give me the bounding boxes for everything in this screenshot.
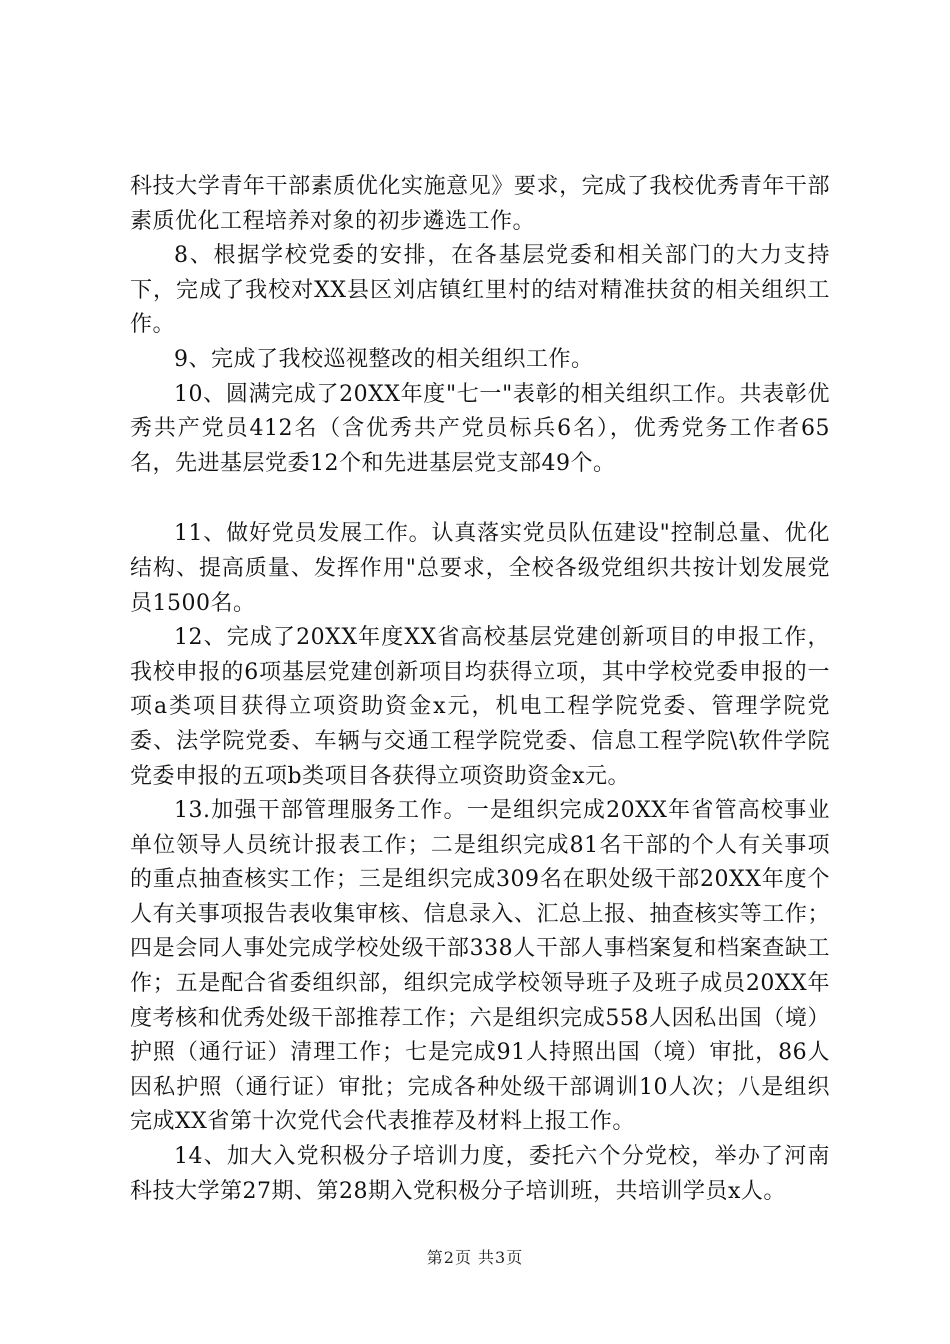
- paragraph-item-8: 8、根据学校党委的安排，在各基层党委和相关部门的大力支持下，完成了我校对XX县区刘店镇红里村的结对精准扶贫的相关组织工作。: [130, 243, 830, 338]
- document-body: [130, 170, 830, 1209]
- page-number-footer: 第2页 共3页: [426, 1248, 524, 1267]
- paragraph-continuation: 科技大学青年干部素质优化实施意见》要求，完成了我校优秀青年干部素质优化工程培养对象的初步遴选工作。: [130, 174, 830, 234]
- paragraph-item-13: 13.加强干部管理服务工作。一是组织完成20XX年省管高校事业单位领导人员统计报表工作；二是组织完成81名干部的个人有关事项的重点抽查核实工作；三是组织完成309名在职处级干部20XX年度个人有关事项报告表收集审核、信息录入、汇总上报、抽查核实等工作；四是会同人事处完成学校处级干部338人干部人事档案复和档案查缺工作；五是配合省委组织部，组织完成学校领导班子及班子成员20XX年度考核和优秀处级干部推荐工作；六是组织完成558人因私出国（境）护照（通行证）清理工作；七是完成91人持照出国（境）审批，86人因私护照（通行证）审批；完成各种处级干部调训10人次；八是组织完成XX省第十次党代会代表推荐及材料上报工作。: [130, 798, 830, 1135]
- paragraph-item-11: 11、做好党员发展工作。认真落实党员队伍建设"控制总量、优化结构、提高质量、发挥作用"总要求，全校各级党组织共按计划发展党员1500名。: [130, 521, 830, 616]
- paragraph-item-14: 14、加大入党积极分子培训力度，委托六个分党校，举办了河南科技大学第27期、第28期入党积极分子培训班，共培训学员x人。: [130, 1144, 830, 1204]
- paragraph-item-9: 9、完成了我校巡视整改的相关组织工作。: [174, 346, 594, 372]
- paragraph-item-10: 10、圆满完成了20XX年度"七一"表彰的相关组织工作。共表彰优秀共产党员412名（含优秀共产党员标兵6名），优秀党务工作者65名，先进基层党委12个和先进基层党支部49个。: [130, 381, 831, 476]
- paragraph-item-12: 12、完成了20XX年度XX省高校基层党建创新项目的申报工作，我校申报的6项基层党建创新项目均获得立项，其中学校党委申报的一项a类项目获得立项资助资金x元，机电工程学院党委、管理学院党委、法学院党委、车辆与交通工程学院党委、信息工程学院\软件学院党委申报的五项b类项目各获得立项资助资金x元。: [130, 625, 830, 789]
- paragraph-spacer: [130, 481, 830, 517]
